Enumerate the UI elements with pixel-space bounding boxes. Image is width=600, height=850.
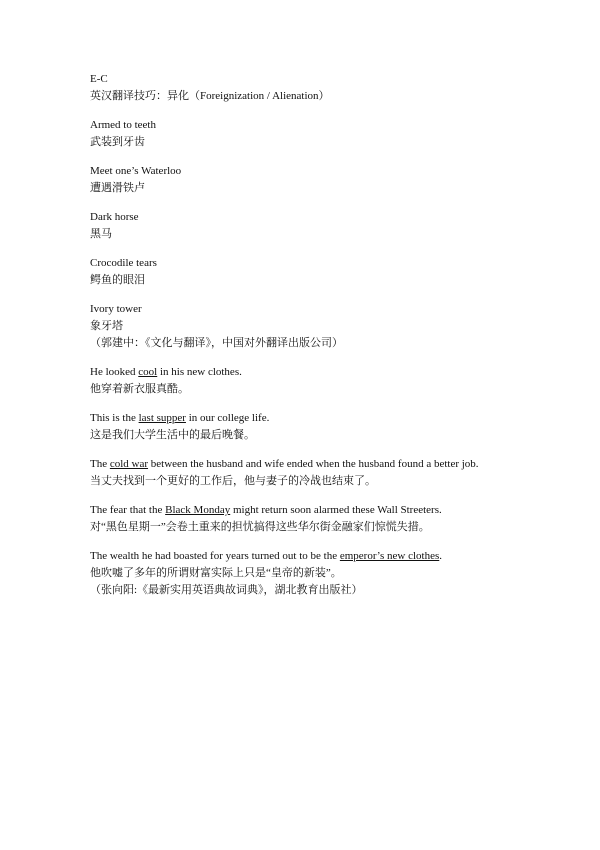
document-body: [90, 71, 570, 599]
spacer: [90, 197, 570, 209]
idiom-english: Crocodile tears: [90, 257, 157, 269]
example-sentence: [90, 502, 570, 536]
sentence-chinese: 这是我们大学生活中的最后晚餐。: [90, 429, 255, 441]
underlined-term: cool: [138, 366, 158, 378]
sentence-english: [90, 456, 570, 473]
sentence-english: [90, 502, 570, 519]
sentence-text: in our college life.: [185, 412, 270, 424]
example-sentence: [90, 456, 570, 490]
sentence-english: [90, 410, 570, 427]
sentence-chinese: 对“黑色星期一”会卷土重来的担忧搞得这些华尔街金融家们惊慌失措。: [90, 521, 430, 533]
sentence-english: [90, 364, 570, 381]
sentence-chinese: 当丈夫找到一个更好的工作后，他与妻子的冷战也结束了。: [90, 475, 376, 487]
idiom-entry: [90, 117, 570, 151]
idiom-chinese: 鳄鱼的眼泪: [90, 274, 145, 286]
source-citation: （郭建中：《文化与翻译》，中国对外翻译出版公司）: [90, 337, 343, 349]
underlined-term: cold war: [109, 458, 149, 470]
sentence-english: [90, 548, 570, 565]
sentence-text: .: [439, 550, 442, 562]
sentence-text: in his new clothes.: [157, 366, 242, 378]
idiom-chinese: 象牙塔: [90, 320, 123, 332]
spacer: [90, 289, 570, 301]
idiom-english: Meet one’s Waterloo: [90, 165, 182, 177]
sentence-chinese: 他穿着新衣服真酷。: [90, 383, 189, 395]
source-citation: （张向阳:《最新实用英语典故词典》，湖北教育出版社）: [90, 584, 363, 596]
example-sentence: [90, 548, 570, 582]
sentence-text: between the husband and wife ended when the husband found a better job.: [148, 458, 479, 470]
underlined-term: emperor’s new clothes: [339, 550, 440, 562]
sentence-text: This is the: [90, 412, 139, 424]
example-sentence: [90, 410, 570, 444]
sentence-chinese: 他吹嘘了多年的所谓财富实际上只是“皇帝的新装”。: [90, 567, 342, 579]
idiom-entry: [90, 163, 570, 197]
idiom-english: Armed to teeth: [90, 119, 156, 131]
underlined-term: last supper: [138, 412, 186, 424]
idiom-entry: [90, 209, 570, 243]
spacer: [90, 444, 570, 456]
sentence-text: might return soon alarmed these Wall Streeters.: [230, 504, 442, 516]
spacer: [90, 105, 570, 117]
spacer: [90, 490, 570, 502]
spacer: [90, 536, 570, 548]
sentence-text: The fear that the: [90, 504, 166, 516]
direction-label: E-C: [90, 73, 108, 85]
spacer: [90, 243, 570, 255]
underlined-term: Black Monday: [165, 504, 231, 516]
idiom-english: Dark horse: [90, 211, 139, 223]
idiom-chinese: 黑马: [90, 228, 112, 240]
sentence-text: The: [90, 458, 110, 470]
sentence-text: He looked: [90, 366, 139, 378]
idiom-chinese: 武装到牙齿: [90, 136, 145, 148]
topic-heading: 英汉翻译技巧：异化（Foreignization / Alienation）: [90, 90, 330, 102]
sentence-text: The wealth he had boasted for years turned out to be the: [90, 550, 340, 562]
idiom-entry: [90, 301, 570, 335]
idiom-chinese: 遭遇滑铁卢: [90, 182, 145, 194]
idiom-english: Ivory tower: [90, 303, 142, 315]
spacer: [90, 398, 570, 410]
spacer: [90, 151, 570, 163]
spacer: [90, 352, 570, 364]
example-sentence: [90, 364, 570, 398]
idiom-entry: [90, 255, 570, 289]
